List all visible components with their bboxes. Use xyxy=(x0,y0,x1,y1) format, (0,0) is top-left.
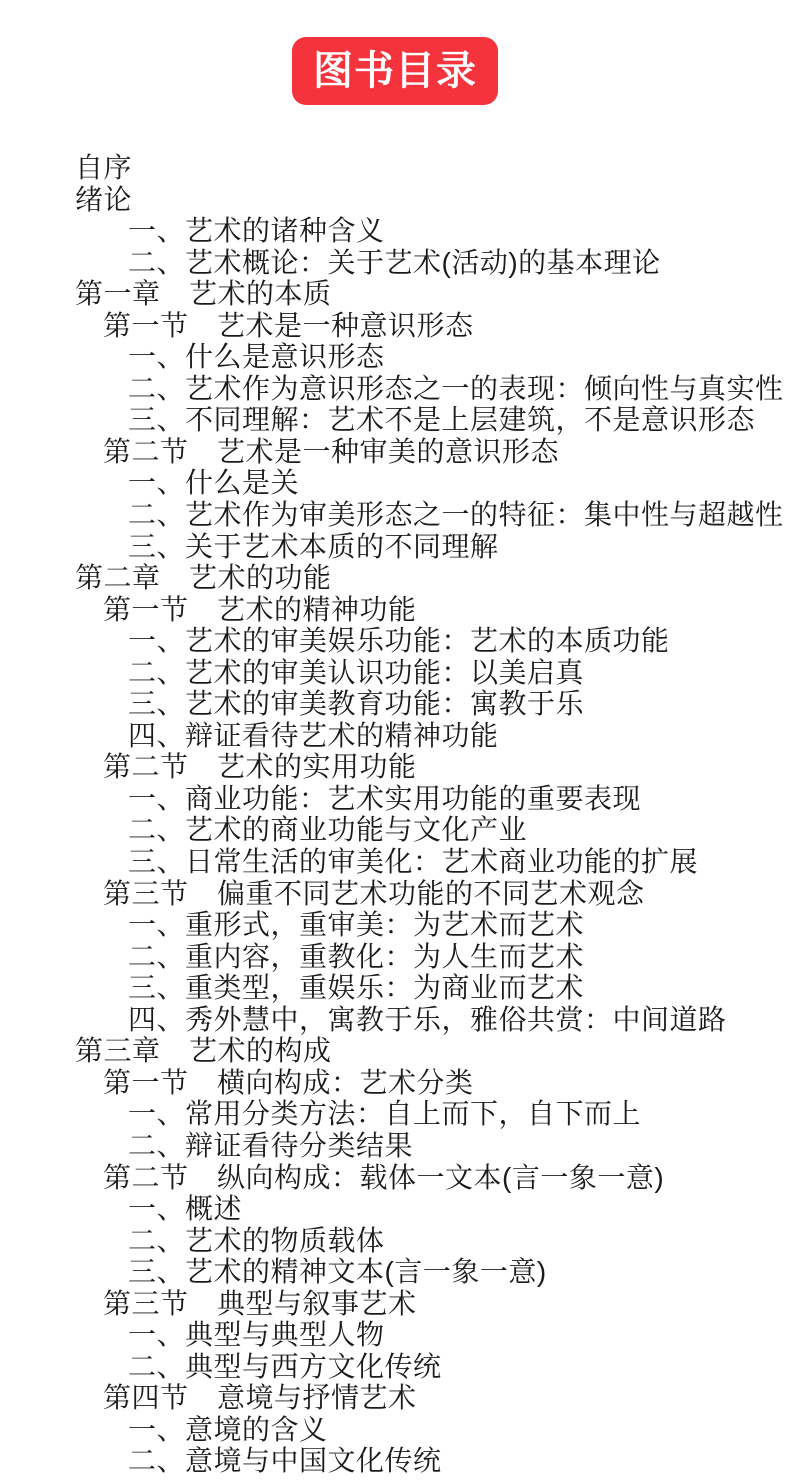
toc-item: 一、商业功能：艺术实用功能的重要表现 xyxy=(128,782,642,814)
toc-item: 三、重类型，重娱乐：为商业而艺术 xyxy=(128,972,585,1004)
toc-item: 第二节 纵向构成：载体一文本(言一象一意) xyxy=(103,1161,665,1193)
toc-item: 一、概述 xyxy=(128,1193,243,1225)
toc-item: 绪论 xyxy=(75,183,133,215)
toc-item: 三、关于艺术本质的不同理解 xyxy=(128,530,499,562)
toc-item: 第三章 艺术的构成 xyxy=(75,1035,332,1067)
toc-item: 第二章 艺术的功能 xyxy=(75,562,332,594)
toc-item: 二、艺术的商业功能与文化产业 xyxy=(128,814,528,846)
toc-item: 二、艺术的审美认识功能：以美启真 xyxy=(128,656,585,688)
header xyxy=(0,0,790,105)
toc-item: 三、不同理解：艺术不是上层建筑，不是意识形态 xyxy=(128,404,756,436)
toc-item: 二、重内容，重教化：为人生而艺术 xyxy=(128,940,585,972)
toc-item: 第一节 艺术是一种意识形态 xyxy=(103,309,474,341)
toc-item: 一、艺术的审美娱乐功能：艺术的本质功能 xyxy=(128,625,670,657)
toc-item: 二、辩证看待分类结果 xyxy=(128,1129,414,1161)
toc-item: 第三节 典型与叙事艺术 xyxy=(103,1287,417,1319)
toc-item: 三、日常生活的审美化：艺术商业功能的扩展 xyxy=(128,846,699,878)
toc-item: 第一节 横向构成：艺术分类 xyxy=(103,1066,474,1098)
toc-item: 一、什么是关 xyxy=(128,467,300,499)
toc-item: 二、艺术作为意识形态之一的表现：倾向性与真实性 xyxy=(128,372,784,404)
toc-item: 四、秀外慧中，寓教于乐，雅俗共赏：中间道路 xyxy=(128,1003,727,1035)
toc-item: 第一章 艺术的本质 xyxy=(75,278,332,310)
toc-item: 一、常用分类方法：自上而下，自下而上 xyxy=(128,1098,642,1130)
toc-item: 二、典型与西方文化传统 xyxy=(128,1350,442,1382)
toc-item: 第二节 艺术的实用功能 xyxy=(103,751,417,783)
toc-item: 三、艺术的审美教育功能：寓教于乐 xyxy=(128,688,585,720)
toc-item: 一、典型与典型人物 xyxy=(128,1319,385,1351)
book-toc-badge: 图书目录 xyxy=(292,37,498,105)
toc-item: 自序 xyxy=(75,152,133,183)
toc-item: 一、什么是意识形态 xyxy=(128,341,385,373)
toc-item: 第二节 艺术是一种审美的意识形态 xyxy=(103,435,560,467)
toc-item: 第四节 意境与抒情艺术 xyxy=(103,1382,417,1414)
toc-item: 一、重形式，重审美：为艺术而艺术 xyxy=(128,909,585,941)
toc-item: 三、艺术的精神文本(言一象一意) xyxy=(128,1256,547,1288)
toc-item: 第一节 艺术的精神功能 xyxy=(103,593,417,625)
toc-item: 一、意境的含义 xyxy=(128,1413,328,1445)
toc-item: 四、辩证看待艺术的精神功能 xyxy=(128,719,499,751)
toc-item: 第三节 偏重不同艺术功能的不同艺术观念 xyxy=(103,877,645,909)
toc-item: 二、艺术作为审美形态之一的特征：集中性与超越性 xyxy=(128,499,784,531)
toc-item: 二、艺术概论：关于艺术(活动)的基本理论 xyxy=(128,246,661,278)
toc-item: 一、艺术的诸种含义 xyxy=(128,215,385,247)
toc-item: 二、艺术的物质载体 xyxy=(128,1224,385,1256)
toc-item: 二、意境与中国文化传统 xyxy=(128,1445,442,1477)
toc-list xyxy=(0,105,790,1477)
